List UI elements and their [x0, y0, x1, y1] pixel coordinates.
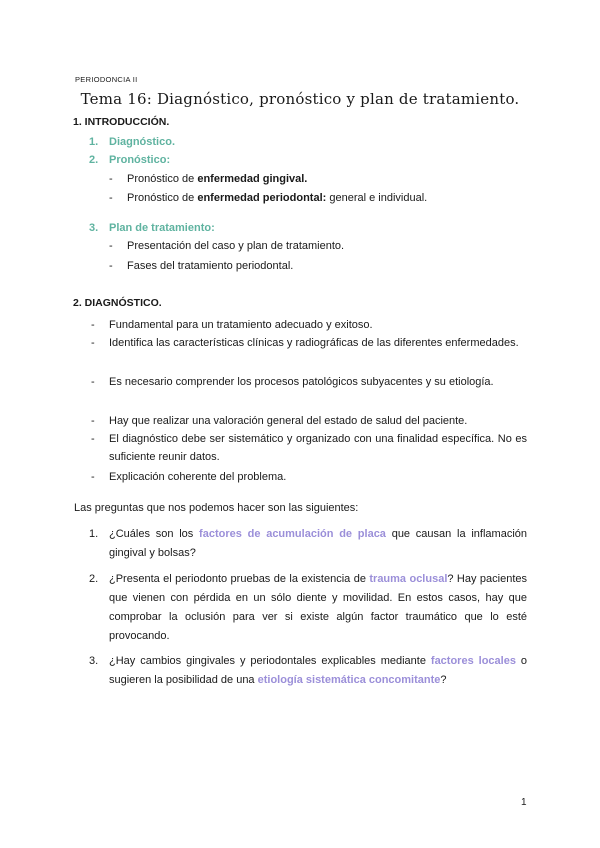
bullet-item: - Identifica las características clínicas y radiográficas de las diferentes enfermedades. — [91, 337, 519, 349]
item-number: 3. — [89, 222, 99, 234]
list-item-diagnostico — [89, 136, 176, 148]
bullet-item: - El diagnóstico debe ser sistemático y organizado con una finalidad específica. No es suficiente reunir datos. — [91, 433, 527, 463]
questions-intro: Las preguntas que nos podemos hacer son las siguientes: — [74, 502, 359, 514]
page-header: PERIODONCIA II — [75, 75, 138, 84]
item-label: Diagnóstico. — [109, 136, 176, 148]
bullet-item: - Hay que realizar una valoración general del estado de salud del paciente. — [91, 415, 468, 427]
item-number: 2. — [89, 154, 99, 166]
list-item-plan — [89, 222, 215, 234]
question-item: 3. ¿Hay cambios gingivales y periodontales explicables mediante factores locales o sugieren la posibilidad de una etiología sistemática concomitante? — [89, 655, 527, 686]
sub-item: - Presentación del caso y plan de tratamiento. — [109, 240, 345, 252]
bullet-item: - Fundamental para un tratamiento adecuado y exitoso. — [91, 319, 373, 331]
sub-item: - Pronóstico de enfermedad periodontal: general e individual. — [109, 192, 428, 204]
page-title: Tema 16: Diagnóstico, pronóstico y plan de tratamiento. — [80, 90, 520, 108]
highlight-term: trauma oclusal — [369, 573, 448, 585]
question-item: 2. ¿Presenta el periodonto pruebas de la existencia de trauma oclusal? Hay pacientes que vienen con pérdida en un sólo diente y movilidad. En estos casos, hay que comprobar la oclusión para ver si existe algún factor traumático que lo esté provocando. — [89, 573, 528, 642]
question-item: 1. ¿Cuáles son los factores de acumulación de placa que causan la inflamación gingival y bolsas? — [89, 528, 527, 559]
item-label: Pronóstico: — [109, 154, 171, 166]
bullet-item: - Es necesario comprender los procesos patológicos subyacentes y su etiología. — [91, 376, 494, 388]
bullet-item: - Explicación coherente del problema. — [91, 471, 287, 483]
sub-item: - Pronóstico de enfermedad gingival. — [109, 173, 308, 185]
list-item-pronostico — [89, 154, 171, 166]
item-number: 1. — [89, 136, 99, 148]
page-number: 1 — [521, 797, 527, 808]
highlight-term: factores de acumulación de placa — [199, 528, 386, 540]
section-heading-diagnostico: 2. DIAGNÓSTICO. — [73, 297, 162, 309]
sub-item: - Fases del tratamiento periodontal. — [109, 260, 294, 272]
item-label: Plan de tratamiento: — [109, 222, 215, 234]
highlight-term: factores locales — [430, 655, 516, 667]
section-heading-introduccion: 1. INTRODUCCIÓN. — [73, 116, 170, 128]
highlight-term: etiología sistemática concomitante — [257, 674, 441, 686]
